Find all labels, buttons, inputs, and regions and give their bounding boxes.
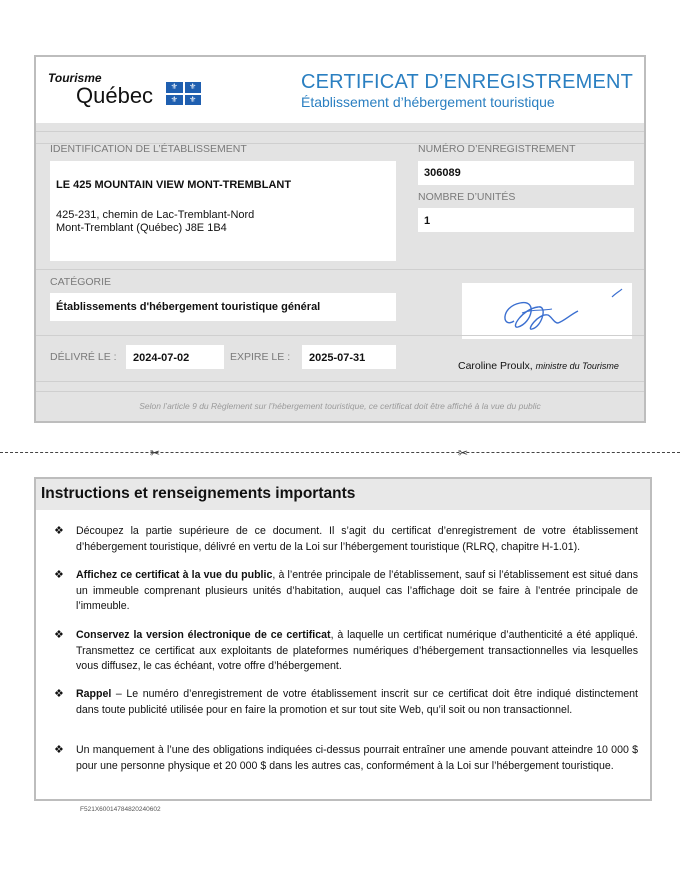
logo-tourisme-text: Tourisme — [48, 71, 102, 85]
identification-label: IDENTIFICATION DE L’ÉTABLISSEMENT — [50, 143, 247, 155]
signature-box — [462, 283, 632, 339]
document-code: F521X60014784820240602 — [80, 806, 161, 813]
units-value: 1 — [424, 215, 431, 227]
diamond-bullet-icon: ❖ — [54, 569, 64, 581]
quebec-flag-icon — [166, 82, 201, 105]
divider — [36, 335, 644, 336]
diamond-bullet-icon: ❖ — [54, 744, 64, 756]
diamond-bullet-icon: ❖ — [54, 629, 64, 641]
instruction-text: Un manquement à l’une des obligations indiquées ci-dessus pourrait entraîner une amende pouvant atteindre 10 000 $ pour une personne physique et 20 000 $ dans les autres cas, conformément à la Loi sur l’hébergement touristique. — [76, 744, 638, 772]
instruction-emphasis: Affichez ce certificat à la vue du public — [76, 569, 273, 581]
issued-value: 2024-07-02 — [133, 352, 190, 364]
instruction-item — [54, 524, 638, 555]
minister-title: ministre du Tourisme — [535, 361, 619, 371]
signature-image — [462, 283, 632, 339]
instructions-title: Instructions et renseignements importants — [41, 485, 356, 502]
expires-label: EXPIRE LE : — [230, 351, 291, 363]
logo-quebec-text: Québec — [76, 83, 154, 108]
diamond-bullet-icon: ❖ — [54, 525, 64, 537]
address-line2: Mont-Tremblant (Québec) J8E 1B4 — [56, 222, 227, 234]
units-box — [418, 208, 634, 232]
registration-number: 306089 — [424, 167, 461, 179]
establishment-name: LE 425 MOUNTAIN VIEW MONT-TREMBLANT — [56, 179, 292, 191]
category-value: Établissements d'hébergement touristique général — [56, 301, 321, 313]
address-line1: 425-231, chemin de Lac-Tremblant-Nord — [56, 209, 255, 221]
instruction-item — [54, 628, 638, 675]
minister-name: Caroline Proulx, — [458, 360, 533, 372]
certificate-title: CERTIFICAT D’ENREGISTREMENT — [301, 71, 634, 93]
units-label: NOMBRE D’UNITÉS — [418, 191, 516, 203]
instruction-item — [54, 568, 638, 615]
fleur-de-lis-icon: ⚜ — [185, 82, 202, 93]
instructions-panel — [34, 477, 652, 801]
cut-line — [0, 452, 680, 453]
diamond-bullet-icon: ❖ — [54, 688, 64, 700]
expires-value: 2025-07-31 — [309, 352, 366, 364]
registration-label: NUMÉRO D’ENREGISTREMENT — [418, 143, 576, 155]
divider — [36, 381, 644, 382]
certificate — [34, 55, 646, 423]
divider — [36, 131, 644, 132]
instruction-text: , à laquelle un certificat numérique d’authenticité a été appliqué. Transmettez ce certificat aux exploitants de plateformes numériques d’hébergement transactionnelles via lesquelles vous diffusez, le cas échéant, votre offre d’hébergement. — [76, 629, 638, 672]
instruction-text: – Le numéro d’enregistrement de votre établissement inscrit sur ce certificat doit être indiqué distinctement dans toute publicité utilisée pour en faire la promotion et sur tout site Web, qu’il soit ou non transactionnel. — [76, 688, 638, 716]
fleur-de-lis-icon: ⚜ — [166, 82, 183, 93]
scissors-icon: ✂ — [150, 446, 161, 460]
instructions-header — [36, 479, 650, 510]
instruction-item — [54, 743, 638, 774]
certificate-body — [36, 123, 644, 421]
certificate-subtitle: Établissement d’hébergement touristique — [301, 94, 555, 110]
issued-label: DÉLIVRÉ LE : — [50, 351, 117, 363]
instruction-text: , à l’entrée principale de l’établissement, sauf si l’établissement est situé dans un immeuble comprenant plusieurs unités d’habitation, auquel cas l’affichage doit se faire à l’entrée principale de l’immeuble. — [76, 569, 638, 612]
instruction-emphasis: Rappel — [76, 688, 112, 700]
certificate-header — [36, 57, 644, 123]
instruction-text: Découpez la partie supérieure de ce document. Il s’agit du certificat d’enregistrement de votre établissement d’hébergement touristique, délivré en vertu de la Loi sur l’hébergement touristique (RLRQ, chapitre H-1.01). — [76, 525, 638, 553]
fleur-de-lis-icon: ⚜ — [166, 95, 183, 106]
category-label: CATÉGORIE — [50, 276, 112, 288]
instruction-emphasis: Conservez la version électronique de ce certificat — [76, 629, 331, 641]
instruction-item — [54, 687, 638, 718]
divider — [36, 391, 644, 392]
divider — [36, 269, 644, 270]
scissors-icon: ✂ — [458, 446, 469, 460]
minister-signature-caption — [458, 360, 619, 372]
fleur-de-lis-icon: ⚜ — [185, 95, 202, 106]
display-requirement-note: Selon l’article 9 du Règlement sur l’hébergement touristique, ce certificat doit être affiché à la vue du public — [139, 401, 541, 411]
